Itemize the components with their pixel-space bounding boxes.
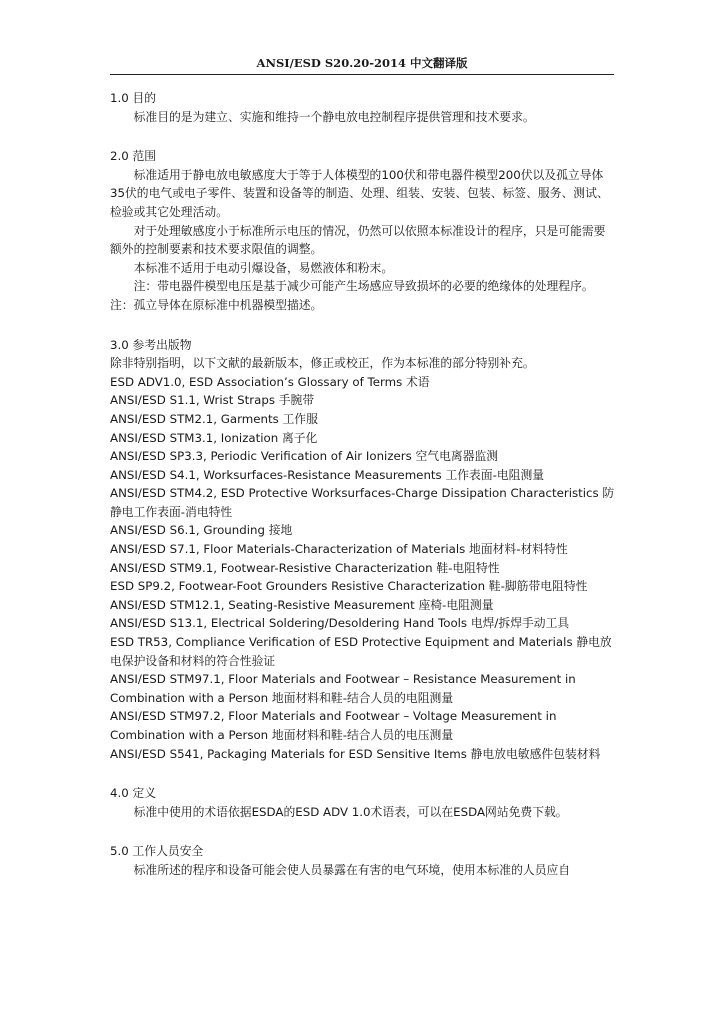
- reference-item: ANSI/ESD STM97.1, Floor Materials and Footwear – Resistance Measurement in Combination with a Person 地面材料和鞋-结合人员的电阻测量: [110, 672, 576, 705]
- reference-item: ANSI/ESD S6.1, Grounding 接地: [110, 523, 293, 538]
- section-2-paragraph: 对于处理敏感度小于标准所示电压的情况，仍然可以依照本标准设计的程序，只是可能需要额外的控制要素和技术要求限值的调整。: [110, 223, 606, 257]
- reference-item: ESD TR53, Compliance Verification of ESD Protective Equipment and Materials 静电放电保护设备和材料的符合性验证: [110, 635, 612, 668]
- reference-item: ANSI/ESD STM2.1, Garments 工作服: [110, 411, 318, 426]
- section-5-body: 标准所述的程序和设备可能会使人员暴露在有害的电气环境，使用本标准的人员应自: [133, 862, 571, 877]
- reference-item: ANSI/ESD STM3.1, Ionization 离子化: [110, 430, 318, 445]
- section-5-heading: 5.0 工作人员安全: [110, 844, 204, 859]
- section-2-heading: 2.0 范围: [110, 149, 157, 164]
- reference-item: ESD ADV1.0, ESD Association’s Glossary of Terms 术语: [110, 374, 430, 389]
- section-2-note: 注：孤立导体在原标准中机器模型描述。: [110, 297, 323, 312]
- reference-item: ANSI/ESD STM97.2, Floor Materials and Footwear – Voltage Measurement in Combination with a Person 地面材料和鞋-结合人员的电压测量: [110, 709, 557, 742]
- document-body: [110, 89, 616, 880]
- reference-item: ESD SP9.2, Footwear-Foot Grounders Resistive Characterization 鞋-脚筋带电阻特性: [110, 579, 588, 594]
- section-3-intro: 除非特别指明，以下文献的最新版本，修正或校正，作为本标准的部分特别补充。: [110, 356, 535, 371]
- section-4-body: 标准中使用的术语依据ESDA的ESD ADV 1.0术语表，可以在ESDA网站免费下载。: [133, 804, 568, 819]
- section-1-body: 标准目的是为建立、实施和维持一个静电放电控制程序提供管理和技术要求。: [133, 109, 535, 124]
- page-header-title: ANSI/ESD S20.20-2014 中文翻译版: [110, 52, 614, 75]
- reference-item: ANSI/ESD SP3.3, Periodic Verification of Air Ionizers 空气电离器监测: [110, 449, 499, 464]
- reference-item: ANSI/ESD S7.1, Floor Materials-Characterization of Materials 地面材料-材料特性: [110, 542, 568, 557]
- section-3-heading: 3.0 参考出版物: [110, 337, 192, 352]
- reference-item: ANSI/ESD S4.1, Worksurfaces-Resistance Measurements 工作表面-电阻测量: [110, 467, 545, 482]
- reference-item: ANSI/ESD S1.1, Wrist Straps 手腕带: [110, 393, 315, 408]
- section-2-paragraph: 本标准不适用于电动引爆设备，易燃液体和粉末。: [133, 260, 394, 275]
- reference-item: ANSI/ESD STM12.1, Seating-Resistive Measurement 座椅-电阻测量: [110, 597, 494, 612]
- section-4-heading: 4.0 定义: [110, 786, 157, 801]
- section-2-paragraph: 注：带电器件模型电压是基于减少可能产生场感应导致损坏的必要的绝缘体的处理程序。: [133, 279, 594, 294]
- reference-item: ANSI/ESD STM4.2, ESD Protective Worksurfaces-Charge Dissipation Characteristics 防静电工作表面-消电特性: [110, 486, 615, 519]
- section-2-paragraph: 标准适用于静电放电敏感度大于等于人体模型的100伏和带电器件模型200伏以及孤立导体35伏的电气或电子零件、装置和设备等的制造、处理、组装、安装、包装、标签、服务、测试、检验或其它处理活动。: [110, 167, 609, 219]
- reference-item: ANSI/ESD STM9.1, Footwear-Resistive Characterization 鞋-电阻特性: [110, 560, 500, 575]
- section-1-heading: 1.0 目的: [110, 91, 157, 105]
- reference-item: ANSI/ESD S13.1, Electrical Soldering/Desoldering Hand Tools 电焊/拆焊手动工具: [110, 616, 570, 631]
- reference-item: ANSI/ESD S541, Packaging Materials for ESD Sensitive Items 静电放电敏感件包装材料: [110, 746, 601, 761]
